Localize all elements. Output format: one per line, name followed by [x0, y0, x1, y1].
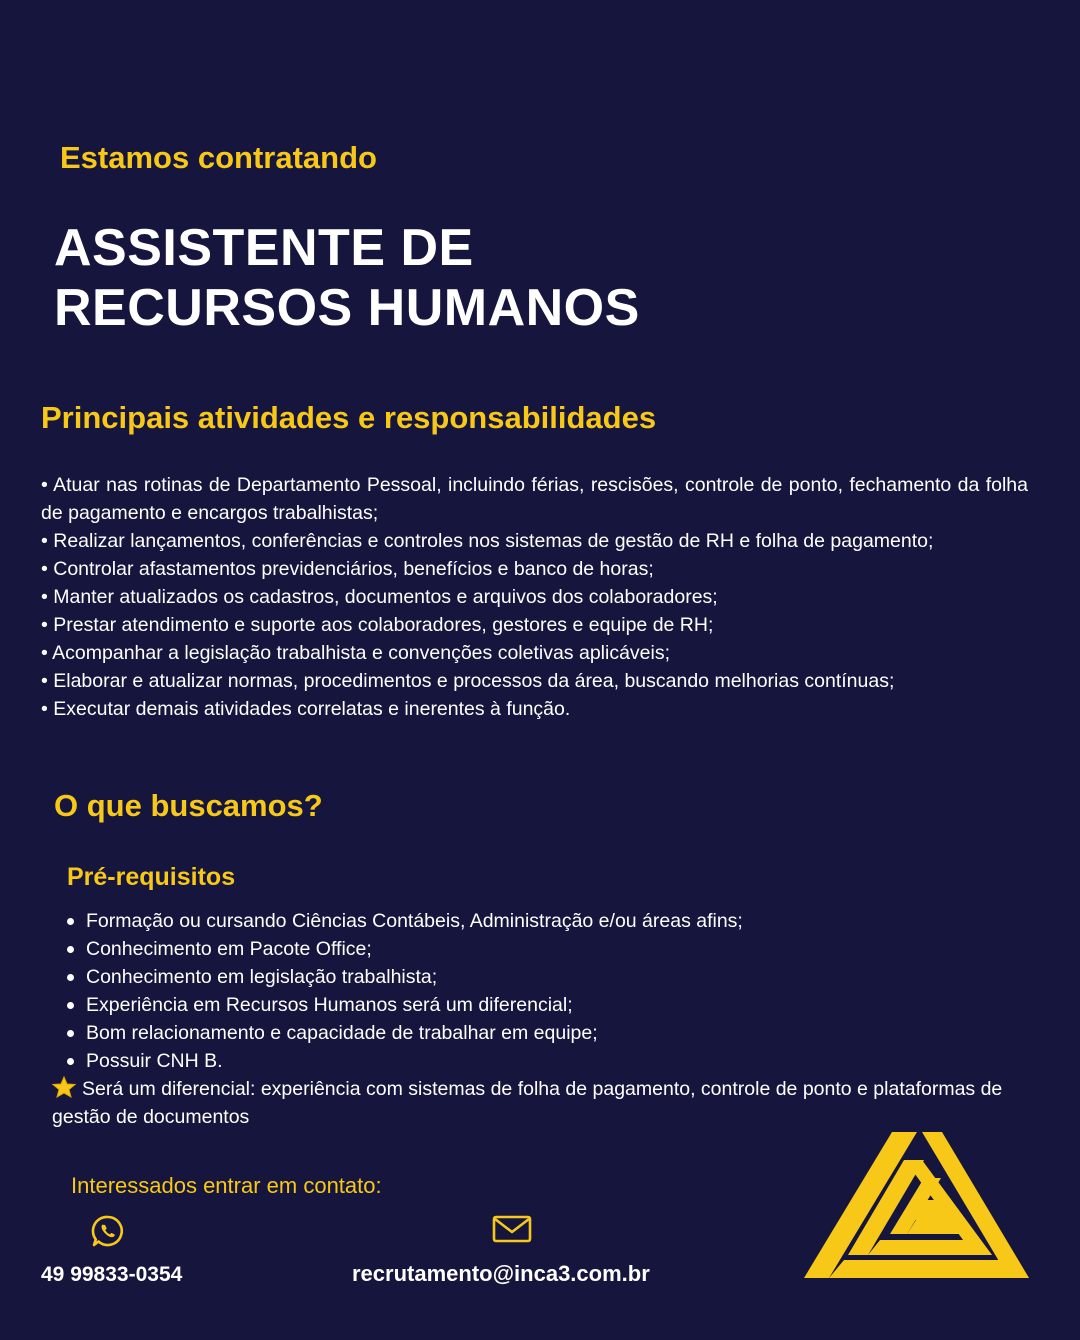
- prerequisite-item: Bom relacionamento e capacidade de trabalhar em equipe;: [86, 1019, 1026, 1047]
- differential-text: Será um diferencial: experiência com sistemas de folha de pagamento, controle de ponto e plataformas de gestão de documentos: [52, 1078, 1003, 1128]
- activity-item: • Executar demais atividades correlatas e inerentes à função.: [41, 698, 571, 720]
- activity-item: • Prestar atendimento e suporte aos colaboradores, gestores e equipe de RH;: [41, 614, 714, 636]
- prerequisite-item: Conhecimento em legislação trabalhista;: [86, 963, 1026, 991]
- contact-label: Interessados entrar em contato:: [71, 1173, 382, 1198]
- activity-item: • Elaborar e atualizar normas, procedimentos e processos da área, buscando melhorias contínuas;: [41, 670, 895, 692]
- job-title-line-2: RECURSOS HUMANOS: [54, 279, 640, 337]
- activities-list: [41, 471, 1028, 723]
- activities-heading: Principais atividades e responsabilidades: [41, 400, 657, 435]
- whatsapp-icon: [91, 1214, 125, 1248]
- hiring-eyebrow: Estamos contratando: [60, 140, 377, 175]
- activity-item: • Acompanhar a legislação trabalhista e convenções coletivas aplicáveis;: [41, 642, 671, 664]
- prerequisites-subheading: Pré-requisitos: [67, 863, 236, 891]
- phone-number[interactable]: 49 99833-0354: [41, 1263, 183, 1286]
- star-icon: [52, 1076, 76, 1098]
- email-link[interactable]: recrutamento@inca3.com.br: [352, 1261, 650, 1286]
- prerequisite-item: Possuir CNH B.: [86, 1047, 1026, 1075]
- prerequisite-item: Experiência em Recursos Humanos será um diferencial;: [86, 991, 1026, 1019]
- job-title-line-1: ASSISTENTE DE: [54, 219, 474, 277]
- prerequisite-item: Formação ou cursando Ciências Contábeis, Administração e/ou áreas afins;: [86, 907, 1026, 935]
- activity-item: • Manter atualizados os cadastros, documentos e arquivos dos colaboradores;: [41, 586, 718, 608]
- prerequisites-list: [86, 907, 1026, 1075]
- triangle-logo: [804, 1130, 1030, 1280]
- prerequisite-item: Conhecimento em Pacote Office;: [86, 935, 1026, 963]
- requirements-heading: O que buscamos?: [54, 788, 323, 823]
- job-title: [54, 218, 640, 338]
- activity-item: • Controlar afastamentos previdenciários, benefícios e banco de horas;: [41, 558, 654, 580]
- mail-icon: [492, 1214, 532, 1244]
- differential-note: [52, 1075, 1027, 1131]
- activity-item: • Atuar nas rotinas de Departamento Pessoal, incluindo férias, rescisões, controle de ponto, fechamento da folha de pagamento e encargos trabalhistas;: [41, 474, 1028, 524]
- activity-item: • Realizar lançamentos, conferências e controles nos sistemas de gestão de RH e folha de pagamento;: [41, 530, 934, 552]
